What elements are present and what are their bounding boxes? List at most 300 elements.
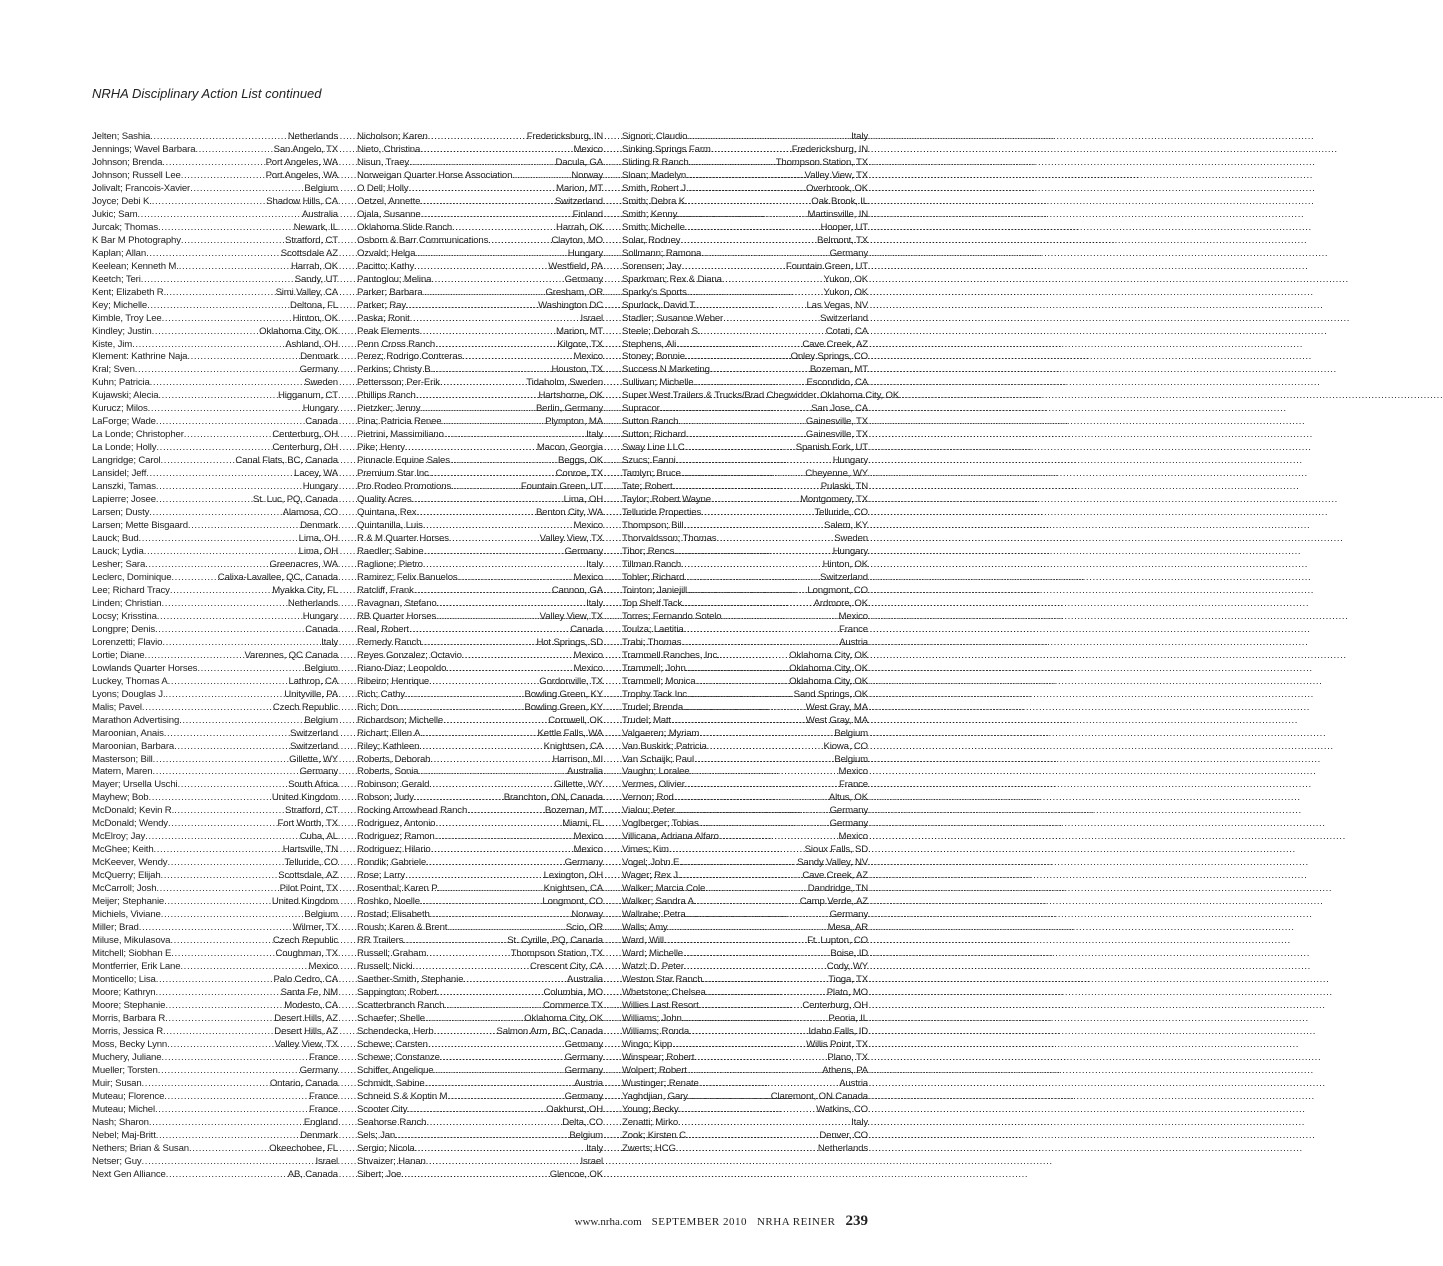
dot-leader: [679, 1104, 817, 1117]
entry-location: Idaho Falls, ID: [808, 1025, 868, 1037]
entry-location: Kilgore, TX: [557, 338, 603, 350]
entry-name: Kindley; Justin: [92, 325, 152, 337]
entry-location: Spanish Fork, UT: [795, 442, 868, 454]
dot-leader: [409, 157, 555, 170]
dot-leader: [197, 663, 304, 676]
entry-location: Bowling Green, KY: [524, 688, 603, 700]
dot-leader: [414, 585, 552, 598]
list-item: [92, 805, 338, 818]
entry-name: Lapierre; Josee: [92, 494, 156, 506]
entry-location: Italy: [851, 1116, 868, 1128]
entry-location: Miami, FL: [562, 818, 603, 830]
entry-name: Van Buskirk; Patricia: [622, 740, 707, 752]
dot-leader: [705, 883, 808, 896]
list-item: [92, 559, 338, 572]
entry-location: Branchton, ON, Canada: [503, 792, 603, 804]
list-item: [357, 481, 603, 494]
dot-leader: [467, 805, 545, 818]
entry-location: Oak Brook, IL: [811, 195, 868, 207]
entry-name: Michiels, Viviane: [92, 909, 161, 921]
entry-name: Schewe; Carsten: [357, 1038, 428, 1050]
dot-leader: [684, 572, 820, 585]
dot-leader: [403, 935, 507, 948]
dot-leader: [139, 533, 299, 546]
list-item: [622, 442, 868, 455]
entry-name: Quality Acres: [357, 494, 412, 506]
dot-leader: [463, 974, 567, 987]
entry-name: Supracor: [622, 403, 660, 415]
dot-leader: [681, 559, 823, 572]
dot-leader: [149, 507, 282, 520]
list-item: [622, 1117, 868, 1130]
entry-name: Mayer; Ursella Uschi: [92, 779, 178, 791]
entry-location: Escondido, CA: [806, 377, 868, 389]
list-item: [92, 274, 338, 287]
dot-leader: [164, 896, 272, 909]
entry-location: Martinsville, IN: [807, 208, 868, 220]
entry-location: Hungary: [832, 455, 868, 467]
entry-name: Rodriguez, Antonio: [357, 818, 436, 830]
dot-leader: [142, 1156, 316, 1169]
dot-leader: [678, 416, 806, 429]
entry-name: Real, Robert: [357, 623, 410, 635]
dot-leader: [187, 351, 300, 364]
entry-location: Shadow Hills, CA: [266, 195, 338, 207]
entry-name: Walker; Sandra A.: [622, 896, 697, 908]
entry-name: Stephens, Ali: [622, 338, 677, 350]
entry-location: Denmark: [300, 1129, 338, 1141]
entry-location: Overbrook, OK: [805, 182, 868, 194]
list-item: [622, 870, 868, 883]
entry-location: Lathrop, CA: [288, 675, 338, 687]
entry-name: Oklahoma Slide Ranch: [357, 221, 453, 233]
list-item: [92, 663, 338, 676]
entry-name: Villicana, Adriana Alfaro: [622, 831, 719, 843]
entry-location: Yukon, OK: [823, 286, 868, 298]
entry-name: Pinnacle Equine Sales: [357, 455, 450, 467]
entry-location: Sweden: [304, 377, 338, 389]
footer-magazine: NRHA REINER: [756, 1216, 836, 1228]
entry-location: Telluride, CO: [814, 507, 868, 519]
list-item: [92, 364, 338, 377]
list-item: [357, 209, 603, 222]
list-item: [357, 844, 603, 857]
list-item: [357, 857, 603, 870]
entry-name: Ratcliff, Frank: [357, 584, 414, 596]
entry-location: Belgium: [304, 182, 338, 194]
entry-name: Quintanilla, Luis: [357, 520, 423, 532]
entry-name: Ojala, Susanne: [357, 208, 421, 220]
list-item: [357, 948, 603, 961]
dot-leader: [165, 689, 284, 702]
dot-leader: [439, 883, 544, 896]
entry-location: Kettle Falls, WA: [537, 727, 603, 739]
list-item: [622, 507, 868, 520]
dot-leader: [162, 637, 321, 650]
list-item: [622, 248, 868, 261]
footer-url[interactable]: www.nrha.com: [574, 1216, 642, 1228]
entry-name: Young; Becky: [622, 1103, 679, 1115]
entry-location: Newark, IL: [293, 221, 338, 233]
entry-name: Jolivalt; Francois-Xavier: [92, 182, 191, 194]
entry-location: Palo Cedro, CA: [273, 973, 338, 985]
dot-leader: [148, 792, 271, 805]
dot-leader: [142, 702, 273, 715]
list-item: [622, 377, 868, 390]
entry-name: Pietzker; Jenny: [357, 403, 421, 415]
entry-location: Canal Flats, BC, Canada: [235, 455, 338, 467]
entry-location: Ontario, Canada: [269, 1077, 338, 1089]
entry-location: Germany: [564, 1090, 603, 1102]
list-item: [92, 455, 338, 468]
list-item: [357, 805, 603, 818]
list-item: [622, 611, 868, 624]
entry-location: Sweden: [834, 533, 868, 545]
dot-leader: [435, 818, 562, 831]
dot-leader: [167, 857, 284, 870]
list-item: [622, 1013, 868, 1026]
entry-name: Montferrier, Erik Lane: [92, 961, 181, 972]
entry-location: AB, Canada: [287, 1168, 338, 1180]
list-item: [622, 948, 868, 961]
entry-location: Telluride, CO: [284, 857, 338, 869]
dot-leader: [451, 481, 521, 494]
entry-location: Cave Creek, AZ: [802, 338, 868, 350]
entry-name: Vermes, Olivier: [622, 779, 685, 791]
entry-name: Meijer; Stephanie: [92, 896, 165, 908]
entry-location: Oklahoma City, OK: [820, 390, 900, 402]
entry-location: Centerburg, OH: [272, 442, 338, 454]
entry-name: Richart; Ellen A.: [357, 727, 423, 739]
entry-name: Rich; Don: [357, 701, 398, 713]
entry-name: Pettersson; Per-Erik: [357, 377, 440, 389]
list-item: [92, 1013, 338, 1026]
entry-location: Gainesville, TX: [805, 416, 868, 428]
entry-location: Conroe, TX: [555, 468, 603, 480]
entry-name: Locsy; Krisstina: [92, 610, 157, 622]
list-item: [92, 779, 338, 792]
dot-leader: [170, 585, 272, 598]
list-item: [92, 676, 338, 689]
list-item: [622, 403, 868, 416]
list-item: [622, 974, 868, 987]
entry-name: Whetstone; Chelsea: [622, 986, 706, 998]
entry-location: Coughman, TX: [275, 948, 338, 960]
list-column-1: [92, 131, 338, 1181]
list-item: [622, 559, 868, 572]
list-item: [92, 520, 338, 533]
list-item: [92, 1000, 338, 1013]
entry-location: Oklahoma City, OK: [789, 649, 868, 661]
entry-location: Oklahoma City, OK: [789, 675, 868, 687]
entry-location: Higganum, CT: [277, 390, 338, 402]
list-item: [357, 831, 603, 844]
list-item: [357, 741, 603, 754]
entry-location: Hot Springs, SD: [536, 636, 603, 648]
list-item: [357, 222, 603, 235]
entry-location: Mexico: [838, 831, 868, 843]
dot-leader: [688, 1130, 819, 1143]
entry-name: Toulza; Laetitia: [622, 623, 684, 635]
entry-location: Belgium: [304, 909, 338, 921]
list-item: [622, 455, 868, 468]
entry-name: Torres; Fernando Sotelo: [622, 610, 722, 622]
entry-location: Valley View, TX: [539, 533, 603, 545]
list-item: [357, 248, 603, 261]
dot-leader: [695, 676, 789, 689]
entry-name: Rocking Arrowhead Ranch: [357, 805, 468, 817]
list-item: [357, 935, 603, 948]
list-item: [92, 300, 338, 313]
entry-location: Mexico: [573, 351, 603, 363]
entry-name: Nethers; Brian & Susan: [92, 1142, 189, 1154]
entry-location: Thompson Station, TX: [775, 156, 868, 168]
list-item: [92, 1078, 338, 1091]
entry-location: Canada: [570, 623, 603, 635]
entry-location: Denmark: [300, 351, 338, 363]
list-item: [357, 598, 603, 611]
list-item: [92, 326, 338, 339]
list-item: [92, 585, 338, 598]
entry-location: Israel: [580, 1155, 603, 1167]
dot-leader: [156, 974, 274, 987]
list-item: [357, 131, 603, 144]
entry-name: Roush; Karen & Brent: [357, 922, 448, 934]
list-item: [92, 818, 338, 831]
list-item: [622, 624, 868, 637]
list-item: [357, 468, 603, 481]
dot-leader: [420, 326, 556, 339]
dot-leader: [156, 1130, 300, 1143]
dot-leader: [437, 987, 544, 1000]
entry-name: Zwerts; HCG: [622, 1142, 676, 1154]
list-item: [92, 144, 338, 157]
dot-leader: [719, 831, 839, 844]
list-item: [622, 326, 868, 339]
list-item: [357, 779, 603, 792]
entry-name: Watzl; D. Peter: [622, 961, 684, 972]
list-item: [357, 1013, 603, 1026]
entry-location: Hinton, OK: [822, 558, 868, 570]
list-item: [622, 1091, 868, 1104]
entry-name: Steele; Deborah S.: [622, 325, 701, 337]
dot-leader: [431, 844, 574, 857]
entry-location: Longmont, CO: [807, 584, 868, 596]
entry-location: Boise, ID: [830, 948, 868, 960]
entry-location: St. Luc, PQ, Canada: [252, 494, 338, 506]
list-item: [622, 1039, 868, 1052]
list-item: [92, 442, 338, 455]
dot-leader: [435, 831, 574, 844]
dot-leader: [158, 222, 294, 235]
entry-location: Canada: [305, 416, 338, 428]
list-item: [92, 183, 338, 196]
entry-name: Valgaeren; Myriam: [622, 727, 700, 739]
entry-name: Morris, Barbara R: [92, 1012, 166, 1024]
entry-location: United Kingdom: [271, 792, 338, 804]
list-item: [357, 1026, 603, 1039]
entry-location: Norway: [571, 169, 603, 181]
dot-leader: [161, 598, 287, 611]
list-item: [357, 728, 603, 741]
entry-name: Trophy Tack Inc: [622, 688, 687, 700]
dot-leader: [700, 326, 825, 339]
list-item: [357, 390, 603, 403]
dot-leader: [156, 481, 303, 494]
list-item: [92, 715, 338, 728]
entry-name: Malis; Pavel: [92, 701, 142, 713]
dot-leader: [405, 442, 537, 455]
entry-name: Reyes Gonzalez; Octavio: [357, 649, 462, 661]
entry-location: United Kingdom: [271, 896, 338, 908]
list-item: [622, 792, 868, 805]
entry-location: Gillette, WY: [289, 753, 338, 765]
dot-leader: [683, 520, 824, 533]
entry-name: Roberts, Sonia: [357, 766, 419, 778]
list-item: [357, 715, 603, 728]
entry-name: Nicholson; Karen: [357, 131, 428, 142]
entry-location: Lacey, WA: [294, 468, 338, 480]
entry-location: Marion, MT: [555, 182, 603, 194]
dot-leader: [137, 209, 302, 222]
list-item: [357, 637, 603, 650]
entry-location: Claremont, ON Canada: [770, 1090, 868, 1102]
entry-name: Lortie; Diane: [92, 649, 145, 661]
dot-leader: [686, 909, 830, 922]
list-item: [622, 416, 868, 429]
entry-location: San Jose, CA: [811, 403, 868, 415]
entry-location: Belgium: [834, 727, 868, 739]
dot-leader: [488, 235, 551, 248]
list-item: [357, 364, 603, 377]
dot-leader: [660, 403, 811, 416]
dot-leader: [699, 1078, 839, 1091]
list-item: [357, 922, 603, 935]
entry-name: Williams; Ronda: [622, 1025, 690, 1037]
dot-leader: [161, 1052, 309, 1065]
dot-leader: [156, 987, 281, 1000]
entry-location: San Angelo, TX: [273, 143, 338, 155]
list-item: [622, 196, 868, 209]
dot-leader: [149, 1117, 304, 1130]
entry-location: Germany: [564, 1038, 603, 1050]
dot-leader: [447, 1091, 564, 1104]
entry-location: Fredericksburg, IN: [791, 143, 868, 155]
list-item: [92, 416, 338, 429]
dot-leader: [664, 935, 807, 948]
list-item: [92, 377, 338, 390]
list-item: [92, 248, 338, 261]
list-item: [622, 1052, 868, 1065]
dot-leader: [683, 948, 830, 961]
dot-leader: [711, 494, 800, 507]
dot-leader: [407, 1104, 546, 1117]
dot-leader: [181, 170, 266, 183]
entry-location: Cornwell, OK: [548, 714, 603, 726]
entry-name: Super West Trailers & Trucks/Brad Chegwidder: [622, 390, 817, 402]
entry-name: Sliding R Ranch: [622, 156, 689, 168]
list-item: [622, 754, 868, 767]
entry-name: Scooter City: [357, 1103, 408, 1115]
entry-name: Joyce; Debi K.: [92, 195, 152, 207]
list-item: [622, 170, 868, 183]
entry-location: Marion, MT: [555, 325, 603, 337]
list-item: [357, 987, 603, 1000]
entry-name: Tobler; Richard: [622, 571, 685, 583]
entry-name: Raedler; Sabine: [357, 546, 424, 557]
entry-location: Stratford, CT: [285, 805, 338, 817]
dot-leader: [142, 1078, 270, 1091]
entry-location: Yukon, OK: [823, 273, 868, 285]
entry-location: Alamosa, CO: [282, 507, 338, 519]
entry-name: Osborn & Barr Communications: [357, 234, 489, 246]
dot-leader: [421, 637, 536, 650]
list-item: [92, 974, 338, 987]
entry-location: Switzerland: [555, 195, 603, 207]
list-item: [622, 689, 868, 702]
entry-location: Lima, OH: [563, 494, 603, 506]
dot-leader: [156, 416, 305, 429]
dot-leader: [405, 689, 525, 702]
list-item: [357, 1156, 603, 1169]
entry-location: Willis Point, TX: [806, 1038, 868, 1050]
entry-location: Oklahoma City, OK: [259, 325, 338, 337]
entry-name: Pro Rodeo Promotions: [357, 481, 452, 493]
list-item: [622, 209, 868, 222]
list-item: [622, 235, 868, 248]
list-item: [357, 507, 603, 520]
entry-name: Nash; Sharon: [92, 1116, 149, 1128]
entry-location: Mexico: [573, 662, 603, 674]
footer-date: SEPTEMBER 2010: [651, 1216, 747, 1228]
dot-leader: [699, 728, 834, 741]
entry-location: Fountain Green, UT: [520, 481, 603, 493]
entry-location: Gainesville, TX: [805, 429, 868, 441]
list-item: [357, 689, 603, 702]
list-item: [357, 455, 603, 468]
list-item: [92, 1156, 338, 1169]
entry-location: Watkins, CO: [816, 1103, 868, 1115]
entry-name: Kuhn; Patricia: [92, 377, 150, 389]
dot-leader: [163, 1026, 274, 1039]
dot-leader: [711, 144, 792, 157]
entry-name: Scatterbranch Ranch: [357, 999, 445, 1011]
dot-leader: [693, 377, 806, 390]
dot-leader: [152, 326, 260, 339]
list-item: [92, 390, 338, 403]
entry-name: McDonald; Wendy: [92, 818, 168, 830]
dot-leader: [721, 611, 838, 624]
dot-leader: [450, 455, 558, 468]
list-item: [92, 1065, 338, 1078]
list-item: [622, 922, 868, 935]
list-item: [357, 663, 603, 676]
entry-location: Sand Springs, OK: [793, 688, 868, 700]
entry-location: Beggs, OK: [557, 455, 603, 467]
list-item: [622, 533, 868, 546]
list-item: [92, 533, 338, 546]
list-item: [357, 339, 603, 352]
entry-name: Robinson; Gerald: [357, 779, 430, 791]
entry-location: Israel: [580, 312, 603, 324]
dot-leader: [684, 961, 827, 974]
list-item: [357, 818, 603, 831]
entry-location: Netherlands: [287, 131, 338, 142]
entry-location: Italy: [586, 429, 603, 441]
entry-name: Success N Marketing: [622, 364, 710, 376]
dot-leader: [422, 287, 545, 300]
entry-name: Zenatti; Mirko: [622, 1116, 679, 1128]
